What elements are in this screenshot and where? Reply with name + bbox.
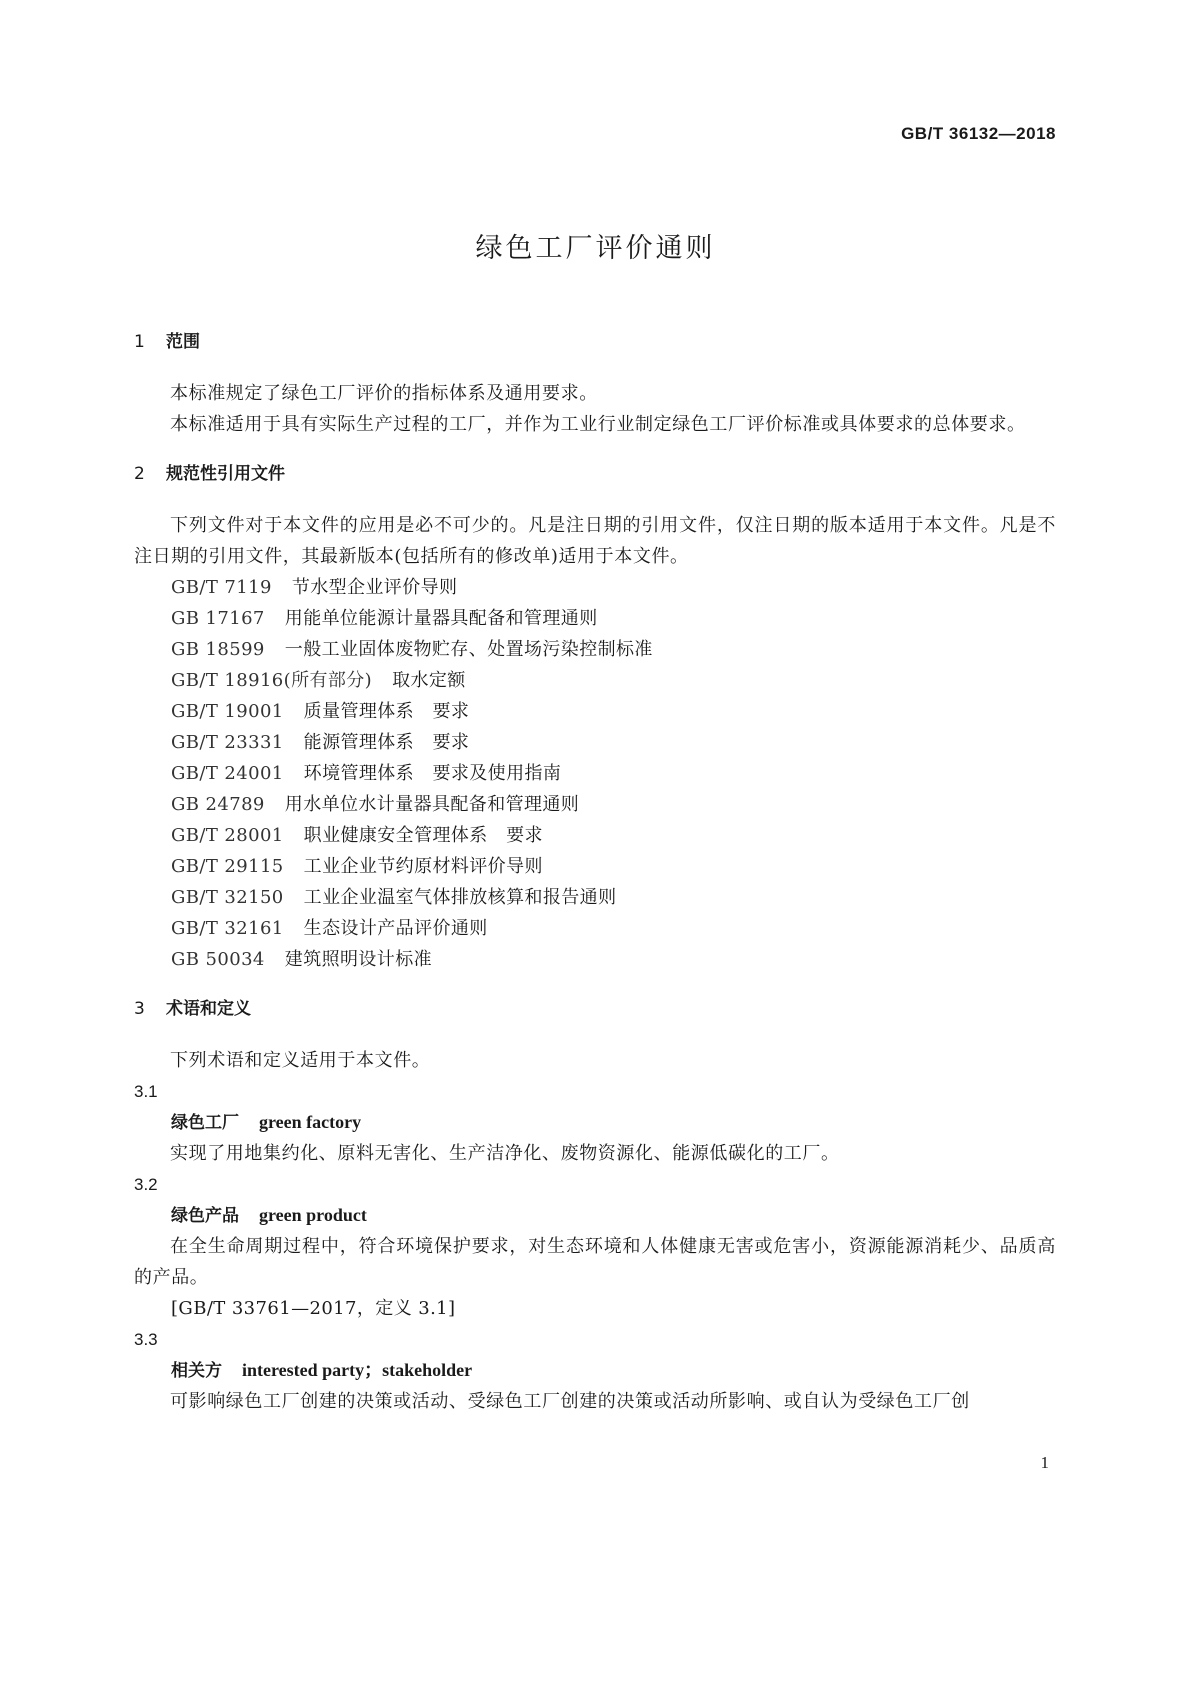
reference-code: GB/T 24001 (171, 763, 284, 784)
paragraph: 下列术语和定义适用于本文件。 (170, 1050, 431, 1071)
reference-item (134, 696, 1056, 727)
term-heading (134, 1107, 1056, 1138)
reference-item (134, 572, 1056, 603)
reference-code: GB 50034 (171, 949, 265, 970)
page-number: 1 (1040, 1453, 1049, 1472)
reference-code: GB 17167 (171, 608, 265, 629)
reference-code: GB/T 29115 (171, 856, 284, 877)
document-title: 绿色工厂评价通则 (475, 233, 716, 264)
reference-item (134, 758, 1056, 789)
reference-code: GB/T 32150 (171, 887, 284, 908)
section-number: 3 (134, 999, 145, 1019)
paragraph: 本标准适用于具有实际生产过程的工厂，并作为工业行业制定绿色工厂评价标准或具体要求的总体要求。 (170, 414, 1026, 435)
reference-item (134, 789, 1056, 820)
term-number: 3.2 (134, 1175, 158, 1194)
reference-title: 环境管理体系 要求及使用指南 (303, 763, 562, 784)
reference-code: GB 18599 (171, 639, 265, 660)
standard-number: GB/T 36132—2018 (901, 124, 1056, 143)
reference-item (134, 944, 1056, 975)
section-number: 2 (134, 464, 145, 484)
paragraph: 下列文件对于本文件的应用是必不可少的。凡是注日期的引用文件，仅注日期的版本适用于本文件。凡是不注日期的引用文件，其最新版本(包括所有的修改单)适用于本文件。 (134, 515, 1056, 567)
term-en: green product (259, 1205, 367, 1225)
reference-title: 质量管理体系 要求 (303, 701, 470, 722)
reference-item (134, 603, 1056, 634)
term-number: 3.3 (134, 1330, 158, 1349)
reference-title: 工业企业节约原材料评价导则 (303, 856, 543, 877)
reference-code: GB/T 18916(所有部分) (171, 670, 373, 691)
term-zh: 绿色产品 (171, 1206, 239, 1226)
reference-title: 取水定额 (392, 670, 466, 691)
reference-code: GB/T 32161 (171, 918, 284, 939)
term-heading (134, 1355, 1056, 1386)
reference-item (134, 851, 1056, 882)
document-body (134, 328, 1056, 1417)
section-title: 术语和定义 (166, 999, 251, 1019)
section-title: 规范性引用文件 (166, 464, 285, 484)
section-heading-terms (134, 995, 1056, 1023)
reference-title: 能源管理体系 要求 (303, 732, 470, 753)
reference-item (134, 727, 1056, 758)
section-heading-normative-references (134, 460, 1056, 488)
reference-item (134, 634, 1056, 665)
reference-code: GB/T 19001 (171, 701, 284, 722)
reference-title: 一般工业固体废物贮存、处置场污染控制标准 (284, 639, 653, 660)
reference-title: 节水型企业评价导则 (291, 577, 458, 598)
term-definition: 在全生命周期过程中，符合环境保护要求，对生态环境和人体健康无害或危害小，资源能源消耗少、品质高的产品。 (134, 1236, 1056, 1288)
term-zh: 绿色工厂 (171, 1113, 239, 1133)
reference-code: GB/T 28001 (171, 825, 284, 846)
reference-code: GB 24789 (171, 794, 265, 815)
reference-title: 用水单位水计量器具配备和管理通则 (284, 794, 580, 815)
reference-title: 职业健康安全管理体系 要求 (303, 825, 543, 846)
reference-code: GB/T 23331 (171, 732, 284, 753)
reference-title: 生态设计产品评价通则 (303, 918, 488, 939)
term-en: interested party；stakeholder (242, 1360, 473, 1380)
reference-item (134, 913, 1056, 944)
section-number: 1 (134, 332, 145, 352)
reference-title: 用能单位能源计量器具配备和管理通则 (284, 608, 598, 629)
paragraph: 本标准规定了绿色工厂评价的指标体系及通用要求。 (170, 383, 598, 404)
reference-item (134, 882, 1056, 913)
reference-item (134, 665, 1056, 696)
reference-title: 建筑照明设计标准 (284, 949, 432, 970)
reference-item (134, 820, 1056, 851)
section-title: 范围 (166, 332, 200, 352)
term-number: 3.1 (134, 1082, 158, 1101)
term-source: [GB/T 33761—2017，定义 3.1] (171, 1298, 456, 1319)
term-en: green factory (259, 1112, 362, 1132)
reference-list (134, 572, 1056, 975)
reference-title: 工业企业温室气体排放核算和报告通则 (303, 887, 617, 908)
section-heading-scope (134, 328, 1056, 356)
reference-code: GB/T 7119 (171, 577, 272, 598)
term-definition: 可影响绿色工厂创建的决策或活动、受绿色工厂创建的决策或活动所影响、或自认为受绿色工厂创 (170, 1391, 970, 1412)
term-heading (134, 1200, 1056, 1231)
term-definition: 实现了用地集约化、原料无害化、生产洁净化、废物资源化、能源低碳化的工厂。 (170, 1143, 840, 1164)
term-zh: 相关方 (171, 1361, 222, 1381)
